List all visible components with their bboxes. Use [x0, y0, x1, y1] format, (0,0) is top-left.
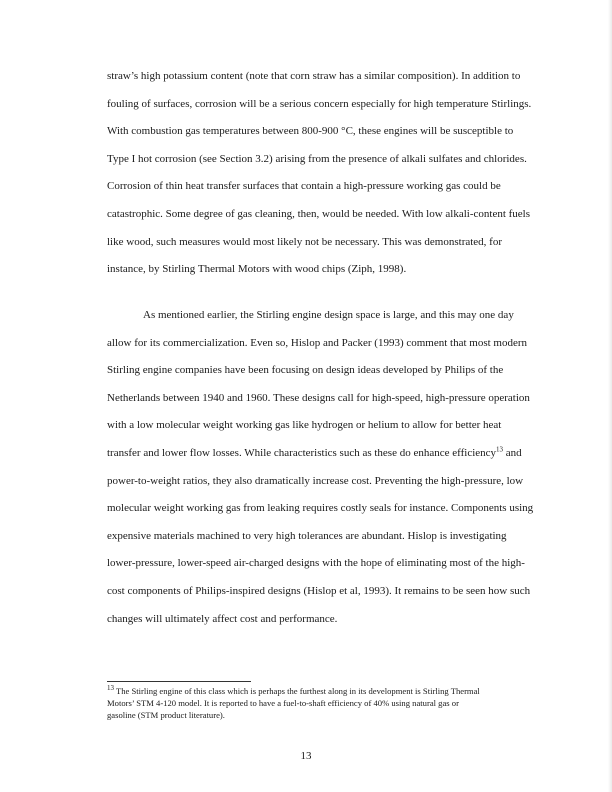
footnote-reference[interactable]: 13: [496, 445, 504, 454]
paragraph-line: expensive materials machined to very high tolerances are abundant. Hislop is investigating: [107, 529, 507, 542]
paragraph-line: power-to-weight ratios, they also dramatically increase cost. Preventing the high-pressure, low: [107, 474, 524, 487]
paragraph-line: catastrophic. Some degree of gas cleaning, then, would be needed. With low alkali-content fuels: [107, 207, 531, 220]
footnote-line: [107, 685, 547, 697]
paragraph-line: cost components of Philips-inspired designs (Hislop et al, 1993). It remains to be seen how such: [107, 584, 531, 597]
paragraph-line: With combustion gas temperatures between 800-900 °C, these engines will be susceptible to: [107, 125, 514, 138]
footnote-marker: 13: [107, 684, 114, 693]
paragraph-line-text: transfer and lower flow losses. While characteristics such as these do enhance efficiency: [107, 446, 497, 459]
paragraph-line: allow for its commercialization. Even so, Hislop and Packer (1993) comment that most modern: [107, 336, 528, 349]
paragraph-line: Netherlands between 1940 and 1960. These designs call for high-speed, high-pressure operation: [107, 391, 530, 404]
paragraph-line-tail: and: [503, 446, 522, 459]
paragraph-1: [107, 63, 547, 284]
paragraph-line: molecular weight working gas from leaking requires costly seals for instance. Components using: [107, 502, 534, 515]
paragraph-line: instance, by Stirling Thermal Motors with wood chips (Ziph, 1998).: [107, 263, 407, 276]
page-number: 13: [300, 750, 312, 762]
paragraph-line: Corrosion of thin heat transfer surfaces that contain a high-pressure working gas could be: [107, 180, 501, 193]
paragraph-line: Stirling engine companies have been focusing on design ideas developed by Philips of the: [107, 364, 504, 377]
paragraph-line: like wood, such measures would most likely not be necessary. This was demonstrated, for: [107, 235, 503, 248]
page-edge-shadow: [608, 0, 612, 792]
footnote: [107, 685, 547, 721]
footnote-line: gasoline (STM product literature).: [107, 710, 225, 720]
footnote-line: Motors’ STM 4-120 model. It is reported to have a fuel-to-shaft efficiency of 40% using natural gas or: [107, 698, 459, 708]
paragraph-line-with-footnote-ref: [107, 440, 547, 468]
paragraph-line: straw’s high potassium content (note that corn straw has a similar composition). In addition to: [107, 70, 521, 82]
paragraph-line: with a low molecular weight working gas like hydrogen or helium to allow for better heat: [107, 419, 502, 432]
paragraph-line: changes will ultimately affect cost and performance.: [107, 612, 338, 625]
footnote-text: The Stirling engine of this class which is perhaps the furthest along in its development is Stirling Thermal: [114, 686, 480, 696]
paragraph-line: lower-pressure, lower-speed air-charged designs with the hope of eliminating most of the high-: [107, 557, 525, 570]
paragraph-line: As mentioned earlier, the Stirling engine design space is large, and this may one day: [143, 309, 514, 321]
paragraph-line: Type I hot corrosion (see Section 3.2) arising from the presence of alkali sulfates and chlorides.: [107, 152, 527, 165]
paragraph-line: fouling of surfaces, corrosion will be a serious concern especially for high temperature Stirlings.: [107, 97, 532, 110]
footnote-divider: [107, 681, 251, 682]
paragraph-2: [107, 302, 547, 633]
